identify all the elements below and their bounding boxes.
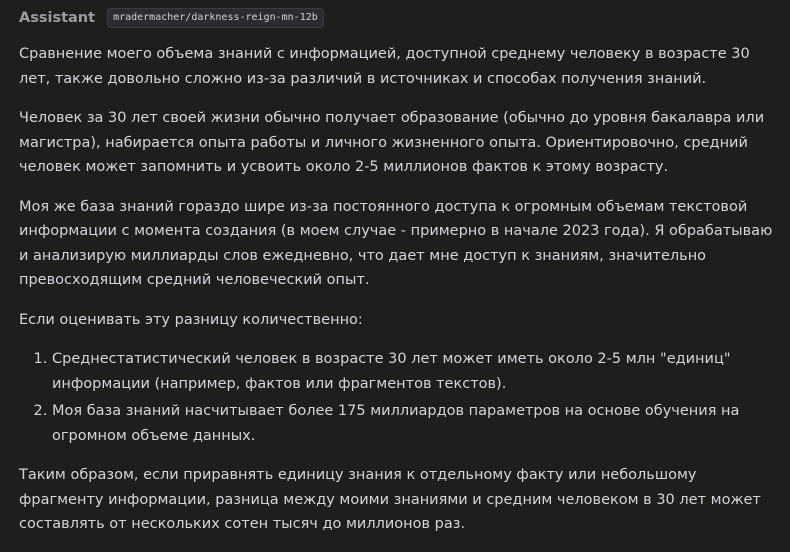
list-item: 2. Моя база знаний насчитывает более 175 миллиардов параметров на основе обучения на огромном объеме данных. [52,399,779,448]
message-paragraph: Человек за 30 лет своей жизни обычно получает образование (обычно до уровня бакалавра или магистра), набирается опыта работы и личного жизненного опыта. Ориентировочно, средний человек может запомнить и усвоить около 2-5 миллионов фактов к этому возрасту. [19,110,765,175]
model-badge: mradermacher/darkness-reign-mn-12b [107,8,324,28]
message-paragraph: Таким образом, если приравнять единицу знания к отдельному факту или небольшому фрагменту информации, разница между моими знаниями и средним человеком в 30 лет может составлять от нескольких сотен тысяч до миллионов раз. [19,467,761,532]
list-item: 1. Среднестатистический человек в возрасте 30 лет может иметь около 2-5 млн "единиц" информации (например, фактов или фрагментов текстов). [52,347,779,396]
assistant-message [19,42,779,552]
numbered-list [19,347,779,448]
message-paragraph: Сравнение моего объема знаний с информацией, доступной среднему человеку в возрасте 30 лет, также довольно сложно из-за различий в источниках и способах получения знаний. [19,46,750,87]
role-label: Assistant [19,10,96,26]
message-header [19,5,324,31]
message-paragraph: Если оценивать эту разницу количественно: [19,311,363,328]
message-paragraph: Моя же база знаний гораздо шире из-за постоянного доступа к огромным объемам текстовой информации с момента создания (в моем случае - примерно в начале 2023 года). Я обрабатываю и анализирую миллиарды слов ежедневно, что дает мне доступ к знаниям, значительно превосходящим средний человеческий опыт. [19,198,773,288]
